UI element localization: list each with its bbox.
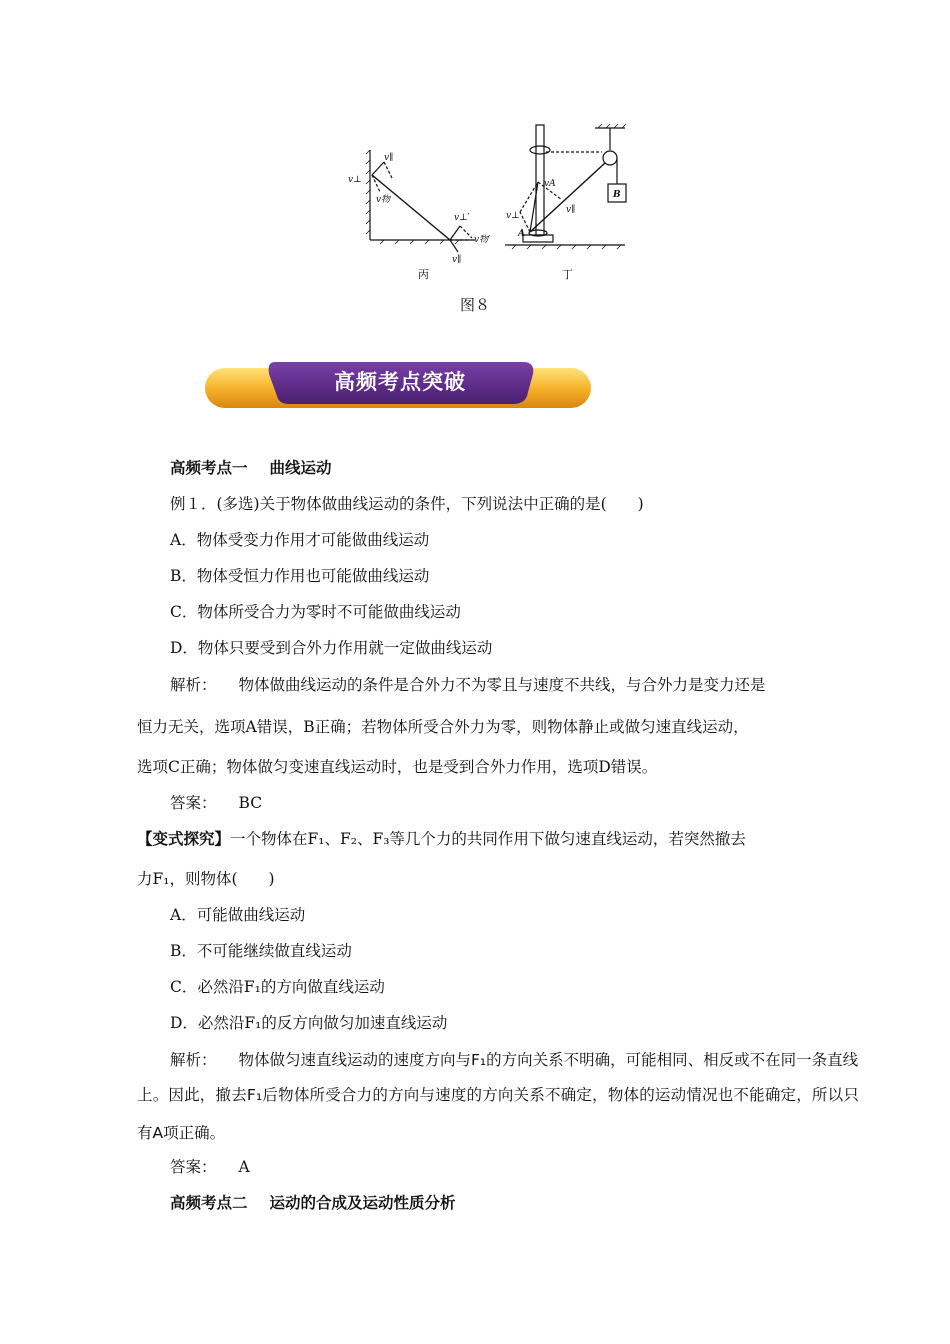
variant-analysis-line1: 解析： 物体做匀速直线运动的速度方向与F₁的方向关系不明确，可能相同、相反或不在同一条直线	[170, 1051, 859, 1069]
example1-stem: 例１．(多选)关于物体做曲线运动的条件，下列说法中正确的是( )	[170, 495, 644, 513]
variant-option-a: A．可能做曲线运动	[170, 906, 306, 924]
banner-title: 高频考点突破	[334, 370, 466, 394]
variant-answer-label: 答案：	[170, 1158, 217, 1176]
section1-heading	[170, 457, 332, 479]
example1-analysis-line2: 恒力无关，选项A错误，B正确；若物体所受合外力为零，则物体静止或做匀速直线运动，	[137, 718, 749, 736]
variant-answer-value: A	[238, 1158, 250, 1176]
variant-analysis-line2: 上。因此，撤去F₁后物体所受合力的方向与速度的方向关系不确定，物体的运动情况也不能确定，所以只	[137, 1086, 860, 1104]
label-v-object: v物	[376, 195, 391, 205]
panel-ding-label: 丁	[562, 268, 573, 281]
label-v-parallel: v∥	[384, 153, 394, 163]
label-point-a: A	[518, 229, 525, 239]
example1-option-c: C．物体所受合力为零时不可能做曲线运动	[170, 603, 461, 621]
label-v-parallel-ding: v∥	[566, 205, 576, 215]
example1-option-d: D．物体只要受到合外力作用就一定做曲线运动	[170, 639, 493, 657]
variant-option-c: C．必然沿F₁的方向做直线运动	[170, 978, 385, 996]
example1-option-b: B．物体受恒力作用也可能做曲线运动	[170, 567, 430, 585]
example1-analysis-label: 解析：	[170, 676, 217, 694]
example1-answer-value: BC	[238, 794, 263, 812]
section2-heading	[170, 1192, 456, 1214]
variant-option-d: D．必然沿F₁的反方向做匀加速直线运动	[170, 1014, 448, 1032]
variant-answer	[170, 1156, 250, 1178]
figure-caption: 图８	[459, 296, 490, 314]
section2-prefix: 高频考点二	[170, 1194, 248, 1212]
example1-answer	[170, 792, 262, 814]
figure-8-diagram	[340, 120, 630, 290]
label-v-object-prime: v物′	[474, 235, 491, 245]
section1-prefix: 高频考点一	[170, 459, 248, 477]
label-v-a: vA	[544, 179, 556, 189]
variant-stem-line1: 【变式探究】一个物体在F₁、F₂、F₃等几个力的共同作用下做匀速直线运动，若突然撤去	[137, 830, 746, 848]
label-block-b: B	[613, 190, 621, 200]
example1-answer-label: 答案：	[170, 794, 217, 812]
variant-stem-line2: 力F₁，则物体( )	[137, 870, 275, 888]
label-v-perp-ding: v⊥	[506, 211, 520, 221]
section2-title: 运动的合成及运动性质分析	[269, 1194, 456, 1212]
example1-option-a: A．物体受变力作用才可能做曲线运动	[170, 531, 430, 549]
label-v-perp-prime: v⊥′	[454, 213, 470, 223]
variant-analysis-label: 解析：	[170, 1051, 217, 1069]
section1-title: 曲线运动	[269, 459, 332, 477]
example1-analysis-line1: 解析： 物体做曲线运动的条件是合外力不为零且与速度不共线，与合外力是变力还是	[170, 676, 766, 694]
panel-bing-label: 丙	[418, 268, 429, 281]
variant-analysis-line3: 有A项正确。	[137, 1124, 226, 1142]
label-v-perp: v⊥	[348, 175, 362, 185]
variant-tag: 【变式探究】	[137, 830, 231, 848]
example1-analysis-line3: 选项C正确；物体做匀变速直线运动时，也是受到合外力作用，选项D错误。	[137, 758, 658, 776]
label-v-parallel-bottom: v∥	[452, 255, 462, 265]
variant-option-b: B．不可能继续做直线运动	[170, 942, 352, 960]
